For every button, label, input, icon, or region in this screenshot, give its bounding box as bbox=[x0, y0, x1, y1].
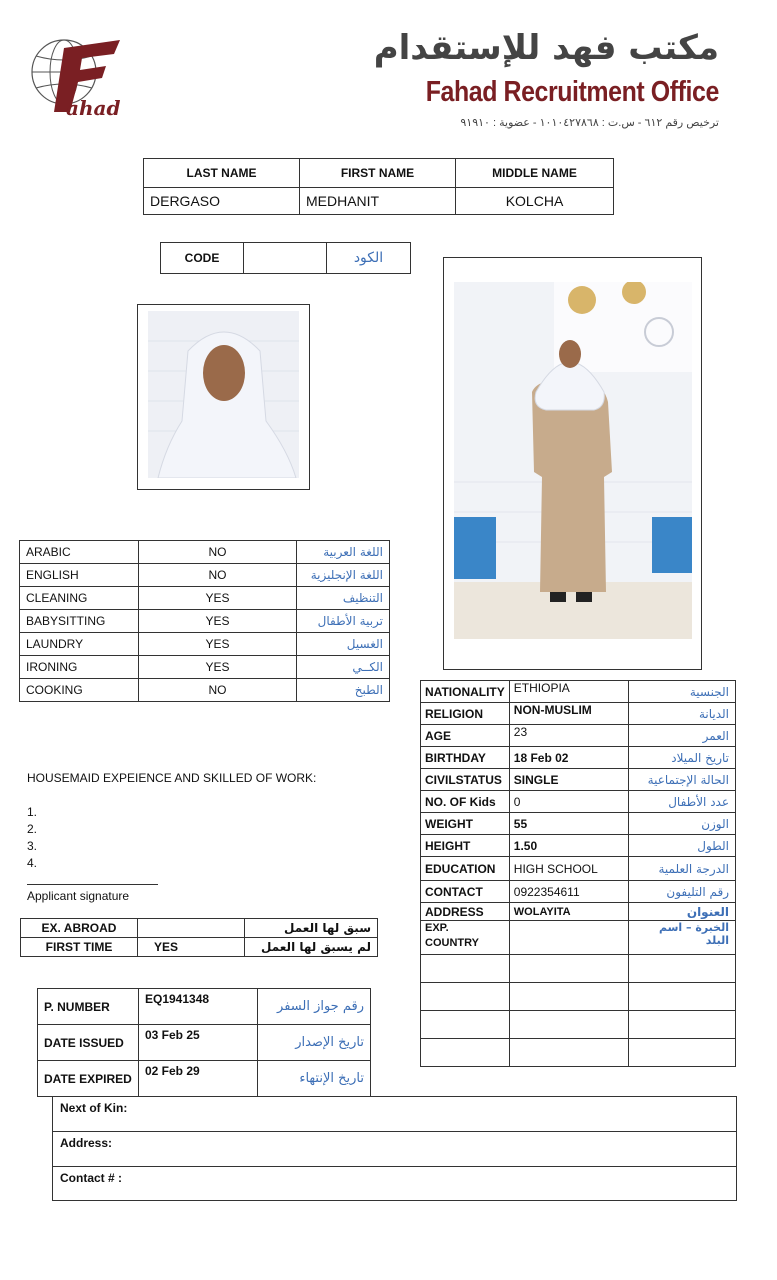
code-label: CODE bbox=[161, 243, 244, 274]
passport-value: EQ1941348 bbox=[139, 989, 258, 1025]
license-line: ترخيص رقم ٦١٢ - س.ت : ١٠١٠٤٢٧٨٦٨ - عضوية : ٩١٩١٠ bbox=[460, 117, 719, 129]
skill-label: ARABIC bbox=[20, 541, 139, 564]
skill-value: YES bbox=[139, 656, 297, 679]
exp-blank-cell bbox=[509, 983, 628, 1011]
passport-arabic: رقم جواز السفر bbox=[258, 989, 371, 1025]
info-label: NATIONALITY bbox=[421, 681, 510, 703]
experience-list bbox=[27, 804, 37, 872]
info-label: WEIGHT bbox=[421, 813, 510, 835]
experience-item: 2. bbox=[27, 822, 38, 836]
next-of-kin-table bbox=[52, 1096, 737, 1201]
info-arabic: الحالة الإجتماعية bbox=[628, 769, 735, 791]
skill-arabic: التنظيف bbox=[297, 587, 390, 610]
exp-country-label bbox=[421, 921, 510, 955]
info-label: NO. OF Kids bbox=[421, 791, 510, 813]
exp-blank-cell bbox=[509, 1011, 628, 1039]
skill-label: LAUNDRY bbox=[20, 633, 139, 656]
name-table bbox=[143, 158, 614, 215]
info-value: ETHIOPIA bbox=[509, 681, 628, 703]
info-value: 18 Feb 02 bbox=[509, 747, 628, 769]
info-value: 55 bbox=[509, 813, 628, 835]
skills-table bbox=[19, 540, 390, 702]
english-title: Fahad Recruitment Office bbox=[425, 76, 719, 108]
abroad-value bbox=[138, 919, 245, 938]
kin-address-label: Address: bbox=[53, 1132, 737, 1167]
exp-blank-cell bbox=[628, 955, 735, 983]
passport-label: P. NUMBER bbox=[38, 989, 139, 1025]
skill-label: BABYSITTING bbox=[20, 610, 139, 633]
passport-label: DATE EXPIRED bbox=[38, 1061, 139, 1097]
kin-contact-label: Contact # : bbox=[53, 1167, 737, 1201]
skill-value: NO bbox=[139, 541, 297, 564]
passport-value: 03 Feb 25 bbox=[139, 1025, 258, 1061]
info-arabic: الوزن bbox=[628, 813, 735, 835]
skill-label: COOKING bbox=[20, 679, 139, 702]
skill-arabic: الطبخ bbox=[297, 679, 390, 702]
experience-item: 3. bbox=[27, 839, 38, 853]
signature-line bbox=[27, 884, 158, 885]
first-time-value: YES bbox=[138, 938, 245, 957]
info-value: 0922354611 bbox=[509, 881, 628, 903]
skill-value: YES bbox=[139, 610, 297, 633]
experience-item: 1. bbox=[27, 805, 38, 819]
exp-blank-cell bbox=[628, 983, 735, 1011]
info-value: HIGH SCHOOL bbox=[509, 857, 628, 881]
abroad-arabic: سبق لها العمل bbox=[245, 919, 378, 938]
first-time-label: FIRST TIME bbox=[21, 938, 138, 957]
abroad-table bbox=[20, 918, 378, 957]
exp-blank-cell bbox=[628, 1039, 735, 1067]
passport-table bbox=[37, 988, 371, 1097]
skill-label: IRONING bbox=[20, 656, 139, 679]
exp-blank-cell bbox=[421, 955, 510, 983]
abroad-label: EX. ABROAD bbox=[21, 919, 138, 938]
exp-blank-cell bbox=[628, 1011, 735, 1039]
exp-country-value bbox=[509, 921, 628, 955]
info-value: 1.50 bbox=[509, 835, 628, 857]
info-label: CIVILSTATUS bbox=[421, 769, 510, 791]
code-value bbox=[244, 243, 327, 274]
middle-name-value: KOLCHA bbox=[456, 188, 614, 215]
skill-value: NO bbox=[139, 564, 297, 587]
skill-arabic: الغسيل bbox=[297, 633, 390, 656]
personal-info-table bbox=[420, 680, 736, 1067]
info-arabic: العنوان bbox=[628, 903, 735, 921]
experience-heading: HOUSEMAID EXPEIENCE AND SKILLED OF WORK: bbox=[27, 771, 317, 785]
info-label: RELIGION bbox=[421, 703, 510, 725]
skill-value: NO bbox=[139, 679, 297, 702]
info-arabic: العمر bbox=[628, 725, 735, 747]
info-arabic: الدرجة العلمية bbox=[628, 857, 735, 881]
info-value: 23 bbox=[509, 725, 628, 747]
info-value: WOLAYITA bbox=[509, 903, 628, 921]
info-label: HEIGHT bbox=[421, 835, 510, 857]
skill-value: YES bbox=[139, 633, 297, 656]
info-arabic: رقم التليفون bbox=[628, 881, 735, 903]
code-table bbox=[160, 242, 411, 274]
headshot-photo bbox=[137, 304, 310, 490]
exp-blank-cell bbox=[421, 1011, 510, 1039]
exp-country-line2: COUNTRY bbox=[425, 937, 479, 949]
skill-label: ENGLISH bbox=[20, 564, 139, 587]
info-value: NON-MUSLIM bbox=[509, 703, 628, 725]
next-of-kin-label: Next of Kin: bbox=[53, 1097, 737, 1132]
signature-label: Applicant signature bbox=[27, 889, 130, 903]
info-value: SINGLE bbox=[509, 769, 628, 791]
exp-country-arabic: الخبرة – اسم البلد bbox=[628, 921, 735, 955]
full-body-photo bbox=[443, 257, 702, 670]
info-label: BIRTHDAY bbox=[421, 747, 510, 769]
first-name-header: FIRST NAME bbox=[300, 159, 456, 188]
exp-country-line1: EXP. bbox=[425, 922, 449, 934]
skill-arabic: تربية الأطفال bbox=[297, 610, 390, 633]
first-time-arabic: لم يسبق لها العمل bbox=[245, 938, 378, 957]
last-name-value: DERGASO bbox=[144, 188, 300, 215]
exp-blank-cell bbox=[509, 955, 628, 983]
first-name-value: MEDHANIT bbox=[300, 188, 456, 215]
info-label: CONTACT bbox=[421, 881, 510, 903]
last-name-header: LAST NAME bbox=[144, 159, 300, 188]
skill-label: CLEANING bbox=[20, 587, 139, 610]
info-arabic: عدد الأطفال bbox=[628, 791, 735, 813]
skill-value: YES bbox=[139, 587, 297, 610]
skill-arabic: اللغة العربية bbox=[297, 541, 390, 564]
logo bbox=[24, 30, 134, 125]
info-label: ADDRESS bbox=[421, 903, 510, 921]
passport-value: 02 Feb 29 bbox=[139, 1061, 258, 1097]
skill-arabic: اللغة الإنجليزية bbox=[297, 564, 390, 587]
info-arabic: الجنسية bbox=[628, 681, 735, 703]
passport-arabic: تاريخ الإنتهاء bbox=[258, 1061, 371, 1097]
passport-arabic: تاريخ الإصدار bbox=[258, 1025, 371, 1061]
arabic-title: مكتب فهد للإستقدام bbox=[373, 28, 719, 68]
exp-blank-cell bbox=[509, 1039, 628, 1067]
skill-arabic: الكــي bbox=[297, 656, 390, 679]
info-label: AGE bbox=[421, 725, 510, 747]
exp-blank-cell bbox=[421, 983, 510, 1011]
info-value: 0 bbox=[509, 791, 628, 813]
logo-text: ahad bbox=[66, 96, 121, 120]
middle-name-header: MIDDLE NAME bbox=[456, 159, 614, 188]
passport-label: DATE ISSUED bbox=[38, 1025, 139, 1061]
info-arabic: تاريخ الميلاد bbox=[628, 747, 735, 769]
exp-blank-cell bbox=[421, 1039, 510, 1067]
experience-item: 4. bbox=[27, 856, 38, 870]
info-arabic: الطول bbox=[628, 835, 735, 857]
info-label: EDUCATION bbox=[421, 857, 510, 881]
info-arabic: الديانة bbox=[628, 703, 735, 725]
code-arabic: الكود bbox=[327, 243, 411, 274]
